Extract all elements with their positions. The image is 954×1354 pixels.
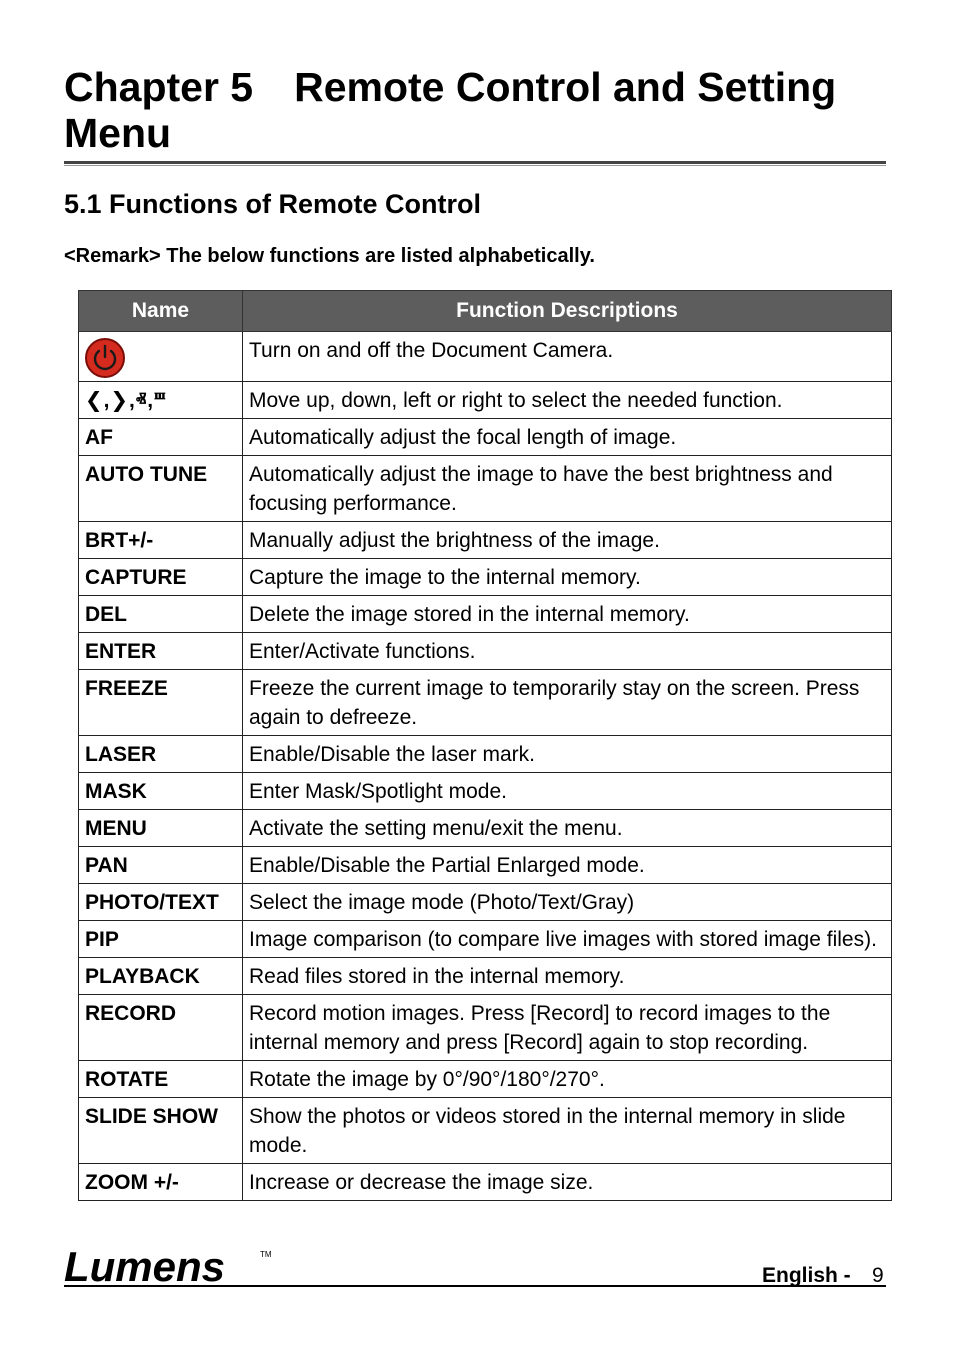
table-row: [79, 995, 892, 1061]
row-name: PLAYBACK: [85, 965, 200, 988]
table-row: [79, 419, 892, 456]
row-description: Enable/Disable the Partial Enlarged mode.: [243, 847, 892, 884]
row-name-cell: [79, 419, 243, 456]
chapter-divider: [64, 161, 886, 164]
row-name: BRT+/-: [85, 529, 154, 552]
logo-text: Lumens: [64, 1244, 226, 1288]
table-row: [79, 773, 892, 810]
table-row: [79, 596, 892, 633]
table-row: [79, 1098, 892, 1164]
row-description: Increase or decrease the image size.: [243, 1164, 892, 1201]
row-name-cell: [79, 596, 243, 633]
table-row: [79, 1164, 892, 1201]
lumens-logo: [64, 1244, 279, 1288]
row-name: PAN: [85, 854, 128, 877]
row-name: MENU: [85, 817, 147, 840]
row-description: Rotate the image by 0°/90°/180°/270°.: [243, 1061, 892, 1098]
row-name: AUTO TUNE: [85, 463, 208, 486]
header-description: Function Descriptions: [243, 291, 892, 332]
row-description: Capture the image to the internal memory.: [243, 559, 892, 596]
table-row: [79, 522, 892, 559]
row-name-cell: [79, 958, 243, 995]
row-description: Automatically adjust the focal length of image.: [243, 419, 892, 456]
remark-note: <Remark> The below functions are listed alphabetically.: [64, 245, 595, 267]
table-row: [79, 921, 892, 958]
remote-functions-table: [78, 290, 892, 1201]
row-description: Record motion images. Press [Record] to record images to the internal memory and press [Record] again to stop recording.: [243, 995, 892, 1061]
row-description: Enable/Disable the laser mark.: [243, 736, 892, 773]
row-name-cell: [79, 670, 243, 736]
row-description: Activate the setting menu/exit the menu.: [243, 810, 892, 847]
row-description: Select the image mode (Photo/Text/Gray): [243, 884, 892, 921]
row-name-cell: [79, 847, 243, 884]
section-title: 5.1 Functions of Remote Control: [64, 189, 482, 219]
table-row: [79, 456, 892, 522]
chapter-divider-thin: [64, 165, 886, 166]
row-name: RECORD: [85, 1002, 177, 1025]
row-name-cell: [79, 332, 243, 382]
table-row: [79, 1061, 892, 1098]
row-name-cell: [79, 810, 243, 847]
row-description: Show the photos or videos stored in the internal memory in slide mode.: [243, 1098, 892, 1164]
row-name-cell: [79, 456, 243, 522]
logo-trademark: TM: [260, 1250, 272, 1259]
table-body: [79, 332, 892, 1201]
row-description: Enter/Activate functions.: [243, 633, 892, 670]
row-name-cell: [79, 736, 243, 773]
row-name: MASK: [85, 780, 147, 803]
row-name: DEL: [85, 603, 127, 626]
row-name-cell: [79, 382, 243, 419]
row-name: PIP: [85, 928, 119, 951]
row-name-cell: [79, 1164, 243, 1201]
page-number: 9: [872, 1264, 884, 1287]
row-description: Automatically adjust the image to have the best brightness and focusing performance.: [243, 456, 892, 522]
row-description: Read files stored in the internal memory.: [243, 958, 892, 995]
row-name-cell: [79, 995, 243, 1061]
chapter-title: Chapter 5 Remote Control and Setting Menu: [64, 64, 837, 156]
row-name: AF: [85, 426, 113, 449]
table-row: [79, 958, 892, 995]
row-name: ENTER: [85, 640, 157, 663]
row-name-cell: [79, 921, 243, 958]
row-description: Freeze the current image to temporarily stay on the screen. Press again to defreeze.: [243, 670, 892, 736]
table-header-row: [79, 291, 892, 332]
table-row: [79, 382, 892, 419]
row-name-cell: [79, 1098, 243, 1164]
row-description: Delete the image stored in the internal memory.: [243, 596, 892, 633]
row-name: ZOOM +/-: [85, 1171, 179, 1194]
row-description: Turn on and off the Document Camera.: [243, 332, 892, 382]
row-description: Image comparison (to compare live images with stored image files).: [243, 921, 892, 958]
row-name: FREEZE: [85, 677, 168, 700]
table-row: [79, 670, 892, 736]
row-name-cell: [79, 884, 243, 921]
footer-language: English -: [762, 1264, 851, 1287]
row-description: Manually adjust the brightness of the image.: [243, 522, 892, 559]
row-description: Move up, down, left or right to select the needed function.: [243, 382, 892, 419]
row-name: SLIDE SHOW: [85, 1105, 219, 1128]
table-row: [79, 332, 892, 382]
table-row: [79, 736, 892, 773]
row-name: ROTATE: [85, 1068, 169, 1091]
row-name-cell: [79, 1061, 243, 1098]
row-name: PHOTO/TEXT: [85, 891, 219, 914]
power-icon: [85, 338, 125, 378]
header-name: Name: [79, 291, 243, 332]
row-name-cell: [79, 522, 243, 559]
table-row: [79, 847, 892, 884]
row-description: Enter Mask/Spotlight mode.: [243, 773, 892, 810]
row-name: LASER: [85, 743, 157, 766]
row-name-cell: [79, 773, 243, 810]
row-name: CAPTURE: [85, 566, 187, 589]
row-name-cell: [79, 633, 243, 670]
row-name-cell: [79, 559, 243, 596]
table-row: [79, 633, 892, 670]
table-row: [79, 559, 892, 596]
arrow-keys-icon: ❮,❯,ⱏ,ⱎ: [85, 389, 167, 412]
table-row: [79, 884, 892, 921]
table-row: [79, 810, 892, 847]
